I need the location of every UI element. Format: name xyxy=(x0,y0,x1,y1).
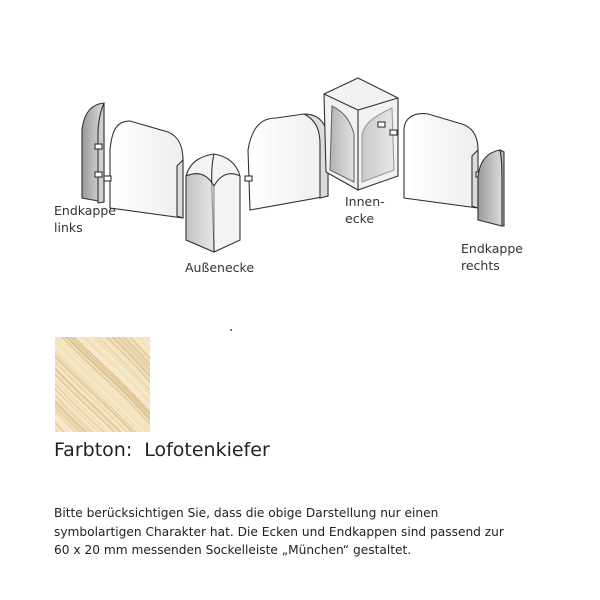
colour-swatch xyxy=(55,337,150,432)
note-line-3: 60 x 20 mm messenden Sockelleiste „München“ gestaltet. xyxy=(54,543,412,557)
label-outer-corner: Außenecke xyxy=(185,260,255,275)
note-line-2: symbolartigen Charakter hat. Die Ecken und Endkappen sind passend zur xyxy=(54,524,504,539)
note-line-1: Bitte berücksichtigen Sie, dass die obige Darstellung nur einen xyxy=(54,506,439,520)
wood-grain-swatch xyxy=(55,337,150,432)
skirting-piece-3-shape xyxy=(404,114,483,208)
inner-corner-shape xyxy=(324,78,398,190)
colour-heading xyxy=(54,439,270,461)
outer-corner-shape xyxy=(186,154,240,252)
label-end-cap-left: Endkappe links xyxy=(54,203,116,235)
label-end-cap-right: Endkappe rechts xyxy=(461,241,523,273)
skirting-piece-2-shape xyxy=(245,114,333,210)
colour-label: Farbton: xyxy=(54,439,133,461)
disclaimer-note xyxy=(54,504,524,560)
colour-name: Lofotenkiefer xyxy=(144,439,270,461)
label-inner-corner: Innen- ecke xyxy=(345,194,385,226)
end-cap-right-shape xyxy=(478,150,504,226)
end-cap-left-shape xyxy=(82,103,104,203)
stray-dot xyxy=(230,329,232,331)
